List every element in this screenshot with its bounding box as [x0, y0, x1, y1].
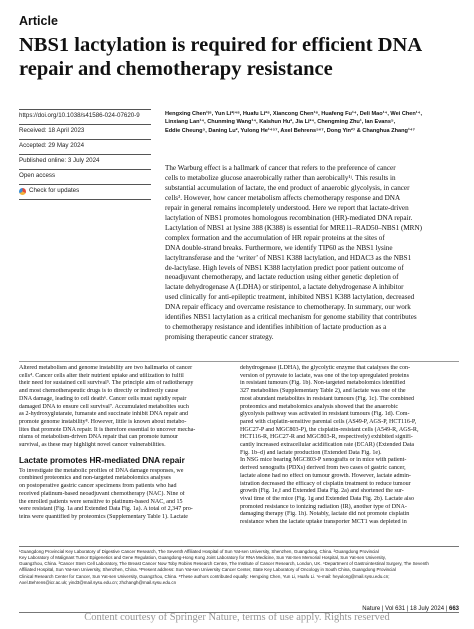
meta-divider	[19, 169, 151, 170]
meta-divider	[19, 199, 151, 200]
abstract-line: cells to metabolize glucose anaerobically rather than aerobically¹ʲ. This results in	[165, 173, 396, 182]
body-text-line: damaged DNA to ensure cell survival⁷. Accumulated metabolites such	[19, 403, 189, 410]
body-text-line: HGC27-P and MGC803-P), the cisplatin-resistant cells (A549-R, AGS-R,	[240, 426, 419, 433]
accepted-date: Accepted: 29 May 2024	[19, 142, 85, 149]
body-text-line: Altered metabolism and genome instability are two hallmarks of cancer	[19, 365, 193, 371]
body-divider	[19, 361, 459, 362]
title-line-2: repair and chemotherapy resistance	[19, 58, 333, 80]
abstract-line: de-lactylase. High levels of NBS1 K388 lactylation predict poor patient outcome of	[165, 263, 404, 272]
body-text-line: HCT116-R, HGC27-R and MGC803-R, respectively) exhibited signifi-	[240, 434, 413, 441]
body-right-column	[240, 365, 458, 527]
abstract-line: lactyltransferase and the ‘writer’ of NBS1 K388 lactylation, and HDAC3 as the NBS1	[165, 253, 412, 262]
abstract-line: Lactylation of NBS1 at lysine 388 (K388) is essential for MRE11–RAD50–NBS1 (MRN)	[165, 223, 422, 232]
check-updates-icon	[19, 188, 26, 195]
abstract-line: cells³. However, how cancer metabolism affects chemotherapy response and DNA	[165, 193, 401, 202]
abstract	[165, 164, 455, 343]
section-paragraph	[19, 468, 231, 522]
article-type-label: Article	[19, 14, 58, 28]
body-text-line: To investigate the metabolic profiles of DNA damage responses, we	[19, 467, 184, 474]
footer-date: 18 July 2024	[410, 606, 445, 612]
authors-line: Eddie Cheung⁵, Daning Lu², Yulong He¹⁴⁵⁷, Axel Behrens⁵⁶⁷, Dong Yin²⁷ & Changhua Zhang¹⁴⁷	[165, 127, 415, 134]
abstract-line: neoadjuvant chemotherapy, and lactate reduction using either genetic depletion of	[165, 273, 399, 282]
body-text-line: their need for sustained cell survival⁵. The principle aim of radiotherapy	[19, 380, 194, 387]
author-list	[165, 110, 455, 135]
abstract-line: substantial accumulation of lactate, the end product of anaerobic glycolysis, in cancer	[165, 183, 410, 192]
body-text-line: damaging therapy (Fig. 1h). Notably, lactate did not promote cisplatin	[240, 511, 410, 518]
meta-divider	[19, 124, 151, 125]
authors-line: Hengxing Chen¹ʲ⁸, Yun Li²ʲ⁴⁸, Huafu Li²⁸, Xiancong Chen¹⁸, Huafeng Fu¹⁴, Deli Mao¹⁴, Wei Chen¹⁴,	[165, 111, 422, 117]
footnote-divider	[19, 546, 459, 547]
authors-line: Linxiang Lan¹⁴, Chunming Wang¹⁴, Kaishun Hu², Jia Li²⁴, Chengming Zhu¹, Ian Evans⁵,	[165, 119, 396, 126]
body-text-line: cantly increased extracellular acidification rate (ECAR) (Extended Data	[240, 442, 415, 449]
body-text-line: were resistant (Fig. 1a and Extended Data Fig. 1a). A total of 2,347 pro-	[19, 506, 193, 513]
affiliations-footnote	[19, 549, 459, 586]
footer-page-number: 663	[448, 606, 459, 612]
body-text-line: version of pyruvate to lactate, was one of the top upregulated proteins	[240, 372, 409, 379]
body-text-line: In NSG mice bearing MGC803-P xenografts or in mice with patient-	[240, 457, 407, 464]
body-text-line: growth (Fig. 1e,f and Extended Data Fig. 2a) and shortened the sur-	[240, 488, 404, 495]
body-text-line: proteomics and metabolomics analysis showed that the anaerobic	[240, 403, 399, 410]
body-text-line: most abundant metabolites in resistant tumours (Fig. 1c). The combined	[240, 395, 415, 402]
footer-journal: Nature	[362, 606, 381, 612]
body-text-line: glycolysis pathway was activated in resistant tumours (Fig. 1d). Com-	[240, 411, 410, 418]
abstract-line: lactylation of NBS1 promotes homologous recombination (HR)-mediated DNA repair.	[165, 213, 413, 222]
footnote-line: Axel.Behrens@icr.ac.uk; yind3@mail.sysu.edu.cn; zhchangh@mail.sysu.edu.cn	[19, 579, 177, 585]
open-access-label[interactable]: Open access	[19, 172, 56, 179]
body-text-line: in resistant tumours (Fig. 1b). Non-targeted metabolomics identified	[240, 380, 406, 387]
abstract-line: DNA repair efficacy and overcame resistance to chemotherapy. In summary, our work	[165, 303, 411, 312]
abstract-line: repair in general remains incompletely understood. Here we report that lactate-driven	[165, 203, 409, 212]
body-text-line: received platinum-based neoadjuvant chemotherapy (NAC). Nine of	[19, 490, 185, 497]
body-text-line: 327 metabolites (Supplementary Table 2), and lactate was one of the	[240, 388, 406, 395]
title-line-1: NBS1 lactylation is required for efficient DNA	[19, 34, 423, 56]
meta-divider	[19, 109, 151, 110]
body-text-line: dehydrogenase (LDHA), the glycolytic enzyme that catalyses the con-	[240, 365, 411, 371]
footnote-line: Affiliated Hospital, Sun Yat-sen University, Shenzhen, China. ⁵Present address: Sun Yat-sen University Cancer Center, State Key Laboratory of Oncology in South China, Guangdong Provincial	[19, 567, 396, 573]
body-text-line: lactate alone had no effect on tumour growth. However, lactate admin-	[240, 472, 411, 479]
body-text-line: as 2-hydroxyglutarate, fumarate and succinate inhibit DNA repair and	[19, 411, 189, 418]
body-text-line: resistance when the lactate uptake transporter MCT1 was depleted in	[240, 519, 407, 526]
footnote-line: Clinical Research Center for Cancer, Sun Yat-sen University, Guangzhou, China. ⁶These authors contributed equally: Hengxing Chen, Yun Li, Huafu Li. ⁷e-mail: heyulong@mail.sysu.edu.cn;	[19, 573, 390, 579]
body-text-line: the enrolled patients were sensitive to platinum-based NAC, and 15	[19, 498, 183, 505]
doi-link[interactable]: https://doi.org/10.1038/s41586-024-07620-9	[19, 112, 140, 119]
body-text-line: DNA damage, leading to cell death⁶. Cancer cells must rapidly repair	[19, 395, 187, 402]
meta-divider	[19, 184, 151, 185]
meta-divider	[19, 154, 151, 155]
abstract-line: The Warburg effect is a hallmark of cancer that refers to the preference of cancer	[165, 164, 396, 172]
body-text-line: survival, as these may highlight novel cancer vulnerabilities.	[19, 442, 166, 449]
body-text-line: nisms of metabolism-driven DNA repair that can promote tumour	[19, 434, 178, 441]
body-text-line: pared with cisplatin-sensitive parental cells (AS49-P, AGS-P, HCT116-P,	[240, 418, 417, 425]
body-text-line: cells⁴. Cancer cells alter their nutrient uptake and utilization to fulfil	[19, 372, 184, 379]
body-text-line: derived xenografts (PDXs) derived from two cases of gastric cancer,	[240, 465, 406, 472]
abstract-line: identifies NBS1 lactylation as a critical mechanism for genome stability that contributes	[165, 313, 417, 322]
abstract-line: complex formation and the accumulation of HR repair proteins at the sites of	[165, 233, 385, 242]
check-updates-link[interactable]	[19, 187, 149, 198]
footnote-line: Guangzhou, China. ³Cancer Stem Cell Laboratory, The Breast Cancer Now Toby Robins Research Centre, The Institute of Cancer Research, London, UK. ⁴Department of Gastrointestinal Surgery, The Seventh	[19, 561, 429, 567]
meta-divider	[19, 139, 151, 140]
page-footer: Nature | Vol 631 | 18 July 2024 | 663	[362, 606, 459, 612]
body-text-line: teins were quantified by proteomics (Supplementary Table 1). Lactate	[19, 513, 188, 520]
abstract-line: to chemotherapy resistance and identifies inhibition of lactate production as a	[165, 323, 387, 332]
intro-paragraph	[19, 365, 231, 450]
received-date: Received: 18 April 2023	[19, 127, 85, 134]
body-text-line: istration decreased the efficacy of cisplatin treatment to reduce tumour	[240, 480, 411, 487]
section-heading: Lactate promotes HR-mediated DNA repair	[19, 455, 185, 465]
body-text-line: combined proteomics and non-targeted metabolomics analyses	[19, 475, 171, 482]
body-text-line: promote genome instability⁸. However, little is known about metabo-	[19, 418, 187, 425]
body-text-line: and most chemotherapeutic drugs is to directly or indirectly cause	[19, 388, 179, 395]
article-title	[19, 33, 459, 81]
body-left-column	[19, 365, 231, 522]
check-updates-label: Check for updates	[29, 187, 80, 194]
published-date: Published online: 3 July 2024	[19, 157, 100, 164]
body-text-line: on postoperative gastric cancer specimens from patients who had	[19, 483, 177, 490]
body-text-line: promoted resistance to ionizing radiation (IR), another type of DNA-	[240, 503, 407, 510]
abstract-line: used clinically for anti-epileptic treatment, inhibited NBS1 K388 lactylation, decreased	[165, 293, 415, 302]
body-text-line: Fig. 1b–d) and lactate production (Extended Data Fig. 1e).	[240, 449, 382, 456]
footnote-line: Key Laboratory of Malignant Tumor Epigenetics and Gene Regulation, Guangdong-Hong Kong Joint Laboratory for RNA Medicine, Sun Yat-Sen Memorial Hospital, Sun Yat-sen University,	[19, 555, 386, 561]
abstract-line: promising therapeutic cancer strategy.	[165, 333, 274, 342]
copyright-credit: Content courtesy of Springer Nature, terms of use apply. Rights reserved	[84, 612, 390, 623]
body-text-line: lites that promote DNA repair. It is therefore essential to uncover mecha-	[19, 426, 196, 433]
footnote-line: ¹Guangdong Provincial Key Laboratory of Digestive Cancer Research, The Seventh Affiliated Hospital of Sun Yat-sen University, Shenzhen, Guangdong, China. ²Guangdong Provincial	[19, 549, 379, 554]
body-text-line: vival time of the mice (Fig. 1g and Extended Data Fig. 2b). Lactate also	[240, 495, 414, 502]
footer-volume: Vol 631	[385, 606, 406, 612]
abstract-line: DNA double-strand breaks. Furthermore, we identify TIP60 as the NBS1 lysine	[165, 243, 393, 252]
abstract-line: lactate dehydrogenase A (LDHA) or stiripentol, a lactate dehydrogenase A inhibitor	[165, 283, 404, 292]
